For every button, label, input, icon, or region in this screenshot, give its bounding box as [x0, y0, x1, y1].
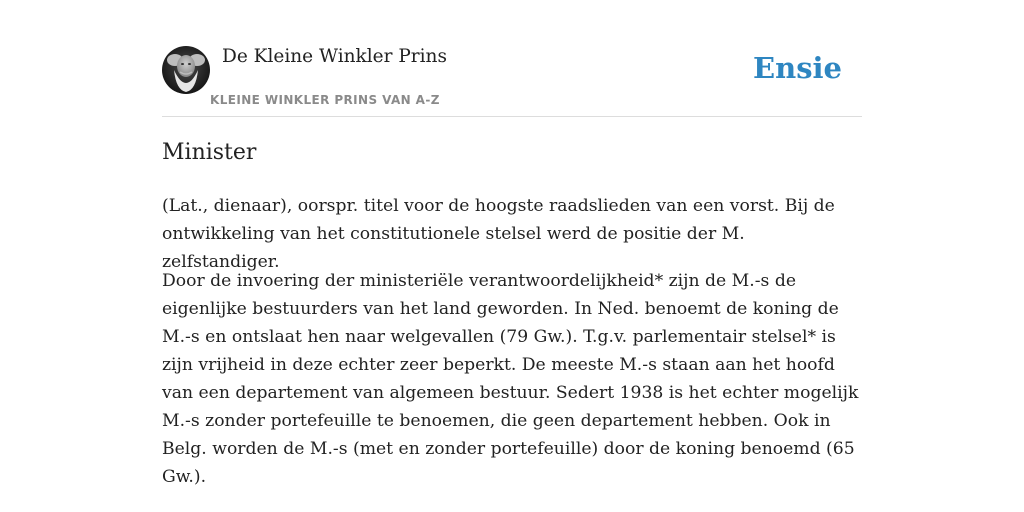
bearded-man-portrait-icon[interactable] — [162, 46, 210, 94]
header — [162, 0, 862, 117]
brand-logo-link[interactable]: Ensie — [753, 51, 842, 85]
source-subtitle: KLEINE WINKLER PRINS VAN A-Z — [210, 93, 440, 107]
entry-title: Minister — [162, 140, 257, 165]
article-paragraph: Door de invoering der ministeriële verantwoordelijkheid* zijn de M.-s de eigenlijke bestuurders van het land geworden. In Ned. benoemt de koning de M.-s en ontslaat hen naar welgevallen (79 Gw.). T.g.v. parlementair stelsel* is zijn vrijheid in deze echter zeer beperkt. De meeste M.-s staan aan het hoofd van een departement van algemeen bestuur. Sedert 1938 is het echter mogelijk M.-s zonder portefeuille te benoemen, die geen departement hebben. Ook in Belg. worden de M.-s (met en zonder portefeuille) door de koning benoemd (65 Gw.). — [162, 271, 859, 487]
source-title[interactable]: De Kleine Winkler Prins — [222, 46, 447, 67]
page — [162, 0, 862, 487]
article-paragraph: (Lat., dienaar), oorspr. titel voor de hoogste raadslieden van een vorst. Bij de ontwikkeling van het constitutionele stelsel werd de positie der M. zelfstandiger. — [162, 196, 835, 272]
